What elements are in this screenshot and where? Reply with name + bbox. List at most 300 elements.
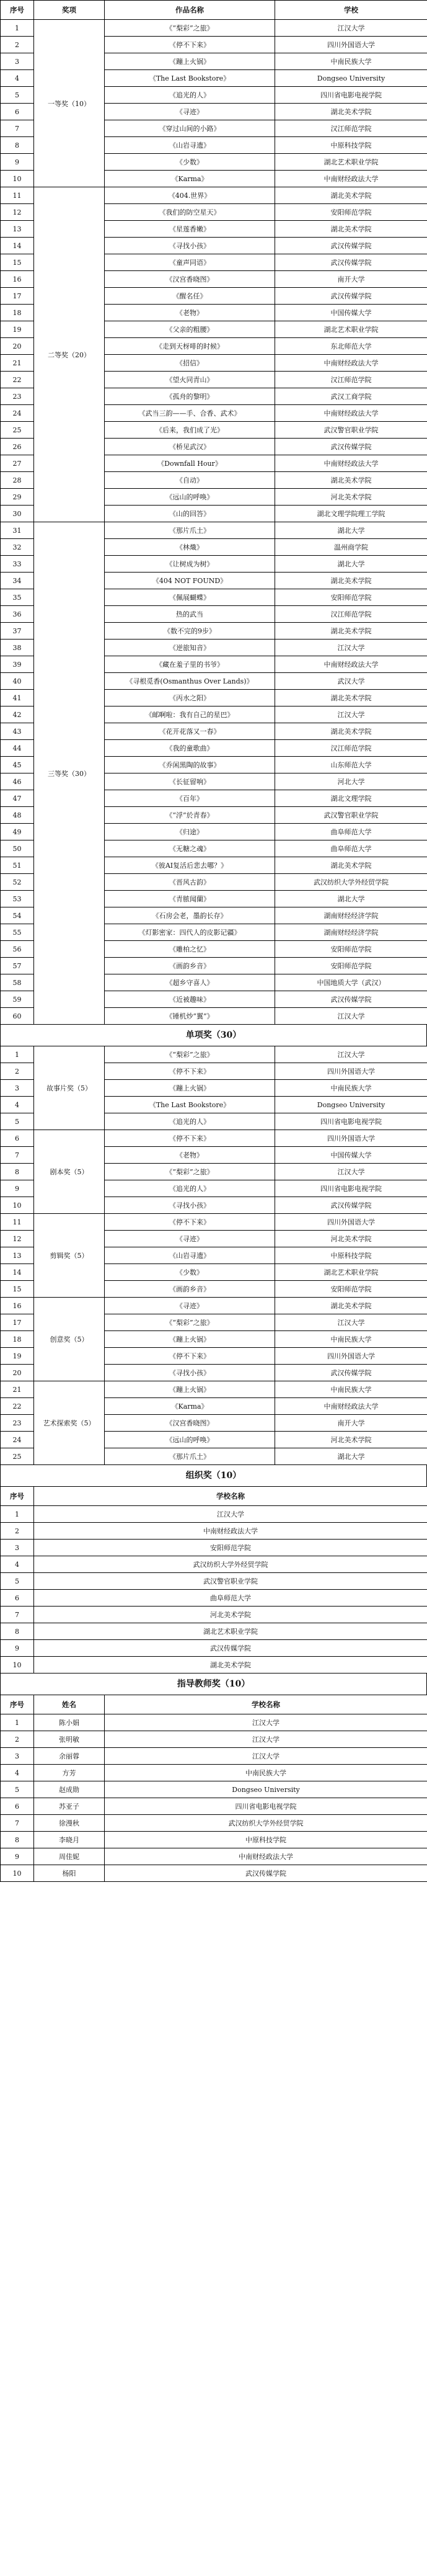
school-name: 中南民族大学: [275, 1331, 427, 1348]
work-title: 《我们的防空星天》: [105, 204, 275, 221]
school-name: 汉江师范学院: [275, 606, 427, 623]
school-name: 中南财经政法大学: [275, 656, 427, 673]
row-number: 27: [1, 455, 34, 472]
org-header-row: [1, 1487, 427, 1506]
work-title: 《Downfall Hour》: [105, 455, 275, 472]
school-name: 曲阜师范大学: [275, 824, 427, 840]
work-title: 《招信》: [105, 355, 275, 372]
header-award: 奖项: [34, 1, 105, 20]
row-number: 25: [1, 422, 34, 439]
row-number: 5: [1, 87, 34, 104]
row-number: 8: [1, 1832, 34, 1848]
row-number: 1: [1, 1506, 34, 1523]
work-title: 《停不下来》: [105, 1063, 275, 1080]
row-number: 5: [1, 1113, 34, 1130]
teacher-header-row: [1, 1695, 427, 1714]
award-category: 剪辑奖（5）: [34, 1214, 105, 1298]
work-title: 《无糖之魂》: [105, 840, 275, 857]
row-number: 55: [1, 924, 34, 941]
school-name: 湖北美术学院: [275, 623, 427, 640]
work-title: 《寻迹》: [105, 104, 275, 120]
school-name: 四川省电影电视学院: [275, 87, 427, 104]
row-number: 23: [1, 388, 34, 405]
school-name: 中南财经政法大学: [275, 405, 427, 422]
row-number: 15: [1, 254, 34, 271]
school-name: 河北大学: [275, 773, 427, 790]
school-name: 湖北美术学院: [275, 1298, 427, 1314]
table-row: [1, 20, 427, 37]
work-title: 《寻迹》: [105, 1231, 275, 1247]
school-name: 河北美术学院: [34, 1607, 427, 1623]
row-number: 13: [1, 1247, 34, 1264]
work-title: 《远山的呼唤》: [105, 489, 275, 506]
school-name: 湖北艺术职业学院: [275, 321, 427, 338]
school-name: 中南民族大学: [275, 1381, 427, 1398]
school-name: 武汉纺织大学外经贸学院: [105, 1815, 427, 1832]
single-awards-body: [1, 1046, 427, 1465]
row-number: 4: [1, 1097, 34, 1113]
row-number: 20: [1, 338, 34, 355]
row-number: 19: [1, 1348, 34, 1365]
work-title: 《少数》: [105, 1264, 275, 1281]
award-category: 二等奖（20）: [34, 187, 105, 522]
row-number: 8: [1, 137, 34, 154]
school-name: 湖北艺术职业学院: [275, 1264, 427, 1281]
row-number: 21: [1, 1381, 34, 1398]
school-name: 湖北美术学院: [275, 221, 427, 238]
row-number: 1: [1, 1046, 34, 1063]
school-name: 武汉传媒学院: [275, 288, 427, 305]
table-row: [1, 1815, 427, 1832]
row-number: 24: [1, 405, 34, 422]
row-number: 16: [1, 1298, 34, 1314]
school-name: 曲阜师范大学: [34, 1590, 427, 1607]
school-name: 河北美术学院: [275, 1432, 427, 1448]
work-title: 《“梨彩”之旅》: [105, 1164, 275, 1180]
work-title: 《“梨彩”之旅》: [105, 1314, 275, 1331]
row-number: 3: [1, 1540, 34, 1556]
row-number: 54: [1, 907, 34, 924]
table-row: [1, 1714, 427, 1731]
school-name: 湖北美术学院: [275, 472, 427, 489]
school-name: 湖北美术学院: [275, 690, 427, 706]
row-number: 60: [1, 1008, 34, 1025]
table-row: [1, 1798, 427, 1815]
school-name: 江汉大学: [275, 20, 427, 37]
school-name: 南开大学: [275, 1415, 427, 1432]
work-title: 《404 NOT FOUND》: [105, 573, 275, 589]
school-name: Dongseo University: [275, 70, 427, 87]
main-awards-table: [0, 0, 427, 1025]
row-number: 7: [1, 1147, 34, 1164]
award-category: 故事片奖（5）: [34, 1046, 105, 1130]
row-number: 9: [1, 1640, 34, 1657]
row-number: 9: [1, 1848, 34, 1865]
work-title: 《星莲香嫩》: [105, 221, 275, 238]
school-name: 湖北美术学院: [275, 187, 427, 204]
work-title: 《追光的人》: [105, 1113, 275, 1130]
table-row: [1, 1640, 427, 1657]
row-number: 22: [1, 1398, 34, 1415]
work-title: 《画韵乡音》: [105, 958, 275, 974]
org-header-seq: 序号: [1, 1487, 34, 1506]
row-number: 11: [1, 187, 34, 204]
work-title: 《藏在羞子里的书爷》: [105, 656, 275, 673]
work-title: 《“梨彩”之旅》: [105, 20, 275, 37]
work-title: 《自动》: [105, 472, 275, 489]
school-name: 武汉警官职业学院: [34, 1573, 427, 1590]
row-number: 59: [1, 991, 34, 1008]
table-row: [1, 1623, 427, 1640]
school-name: 中南民族大学: [105, 1765, 427, 1781]
row-number: 56: [1, 941, 34, 958]
school-name: 湖南财经经济学院: [275, 924, 427, 941]
teacher-name: 周佳妮: [34, 1848, 105, 1865]
row-number: 7: [1, 1607, 34, 1623]
row-number: 39: [1, 656, 34, 673]
school-name: 武汉警官职业学院: [275, 422, 427, 439]
school-name: 武汉传媒学院: [275, 991, 427, 1008]
row-number: 50: [1, 840, 34, 857]
work-title: 《数不完的9步》: [105, 623, 275, 640]
row-number: 3: [1, 1748, 34, 1765]
work-title: 《长征留响》: [105, 773, 275, 790]
work-title: 《老物》: [105, 1147, 275, 1164]
row-number: 46: [1, 773, 34, 790]
work-title: 《汉宫香晓图》: [105, 271, 275, 288]
organization-awards-table: [0, 1486, 427, 1674]
teacher-name: 余丽蓉: [34, 1748, 105, 1765]
school-name: 中国传媒大学: [275, 1147, 427, 1164]
table-row: [1, 1540, 427, 1556]
work-title: 《花开花落又一春》: [105, 723, 275, 740]
school-name: 中国地质大学（武汉）: [275, 974, 427, 991]
row-number: 6: [1, 104, 34, 120]
school-name: 湖北美术学院: [275, 573, 427, 589]
work-title: 《寻找小孩》: [105, 1365, 275, 1381]
table-row: [1, 1130, 427, 1147]
work-title: 《老物》: [105, 305, 275, 321]
school-name: 湖北大学: [275, 556, 427, 573]
work-title: 《超乡守喜人》: [105, 974, 275, 991]
row-number: 14: [1, 238, 34, 254]
work-title: 《彼AI复活后悲去哪？》: [105, 857, 275, 874]
table-row: [1, 1607, 427, 1623]
table-row: [1, 1573, 427, 1590]
row-number: 28: [1, 472, 34, 489]
row-number: 18: [1, 305, 34, 321]
teacher-awards-table: [0, 1695, 427, 1882]
work-title: 《The Last Bookstore》: [105, 70, 275, 87]
work-title: 《锤机炒“翼”》: [105, 1008, 275, 1025]
school-name: 中原科技学院: [275, 137, 427, 154]
row-number: 19: [1, 321, 34, 338]
row-number: 30: [1, 506, 34, 522]
teacher-name: 方芳: [34, 1765, 105, 1781]
award-category: 剧本奖（5）: [34, 1130, 105, 1214]
school-name: 湖北美术学院: [275, 857, 427, 874]
work-title: 《少数》: [105, 154, 275, 171]
school-name: 湖南财经经济学院: [275, 907, 427, 924]
table-row: [1, 1590, 427, 1607]
table-row: [1, 1298, 427, 1314]
school-name: 江汉大学: [275, 1164, 427, 1180]
table-row: [1, 1781, 427, 1798]
header-school: 学校: [275, 1, 427, 20]
school-name: 中南财经政法大学: [34, 1523, 427, 1540]
award-category: 创意奖（5）: [34, 1298, 105, 1381]
table-row: [1, 1214, 427, 1231]
row-number: 3: [1, 1080, 34, 1097]
row-number: 9: [1, 1180, 34, 1197]
work-title: 《停不下来》: [105, 1348, 275, 1365]
school-name: 江汉大学: [275, 640, 427, 656]
row-number: 6: [1, 1590, 34, 1607]
organization-awards-body: [1, 1506, 427, 1674]
row-number: 11: [1, 1214, 34, 1231]
school-name: 武汉纺织大学外经贸学院: [275, 874, 427, 891]
school-name: 四川外国语大学: [275, 1063, 427, 1080]
work-title: 《寻找小孩》: [105, 238, 275, 254]
school-name: 武汉大学: [275, 673, 427, 690]
row-number: 10: [1, 1197, 34, 1214]
award-category: 一等奖（10）: [34, 20, 105, 187]
row-number: 6: [1, 1130, 34, 1147]
row-number: 26: [1, 439, 34, 455]
work-title: 《醒名任》: [105, 288, 275, 305]
work-title: 《石房会老，墨韵长存》: [105, 907, 275, 924]
school-name: 四川省电影电视学院: [105, 1798, 427, 1815]
teacher-header-school: 学校名称: [105, 1695, 427, 1714]
row-number: 4: [1, 70, 34, 87]
single-awards-table: [0, 1046, 427, 1465]
school-name: 河北美术学院: [275, 1231, 427, 1247]
work-title: 《那片爪土》: [105, 1448, 275, 1465]
row-number: 36: [1, 606, 34, 623]
work-title: 《追光的人》: [105, 87, 275, 104]
school-name: 四川省电影电视学院: [275, 1113, 427, 1130]
award-category: 三等奖（30）: [34, 522, 105, 1025]
school-name: 曲阜师范大学: [275, 840, 427, 857]
row-number: 58: [1, 974, 34, 991]
school-name: 温州商学院: [275, 539, 427, 556]
table-row: [1, 1832, 427, 1848]
row-number: 10: [1, 1865, 34, 1882]
org-header-school: 学校名称: [34, 1487, 427, 1506]
row-number: 47: [1, 790, 34, 807]
school-name: 中原科技学院: [275, 1247, 427, 1264]
school-name: 汉江师范学院: [275, 120, 427, 137]
row-number: 7: [1, 1815, 34, 1832]
school-name: 湖北艺术职业学院: [275, 154, 427, 171]
school-name: 武汉纺织大学外经贸学院: [34, 1556, 427, 1573]
school-name: 湖北文理学院: [275, 790, 427, 807]
school-name: 四川外国语大学: [275, 1348, 427, 1365]
row-number: 14: [1, 1264, 34, 1281]
work-title: 《桥见武汉》: [105, 439, 275, 455]
work-title: 《孤舟的黎明》: [105, 388, 275, 405]
row-number: 1: [1, 20, 34, 37]
school-name: 南开大学: [275, 271, 427, 288]
school-name: 湖北艺术职业学院: [34, 1623, 427, 1640]
school-name: 武汉传媒学院: [275, 1365, 427, 1381]
row-number: 17: [1, 1314, 34, 1331]
teacher-name: 张明敏: [34, 1731, 105, 1748]
work-title: 《后来，我们成了光》: [105, 422, 275, 439]
work-title: 《童声同语》: [105, 254, 275, 271]
work-title: 《蹦上火锅》: [105, 1331, 275, 1348]
school-name: 武汉传媒学院: [275, 254, 427, 271]
school-name: Dongseo University: [105, 1781, 427, 1798]
teacher-name: 苏亚子: [34, 1798, 105, 1815]
row-number: 25: [1, 1448, 34, 1465]
work-title: 《停不下来》: [105, 1130, 275, 1147]
table-row: [1, 1556, 427, 1573]
school-name: 安阳师范学院: [275, 589, 427, 606]
work-title: 《停不下来》: [105, 37, 275, 53]
work-title: 《晋风古韵》: [105, 874, 275, 891]
row-number: 8: [1, 1164, 34, 1180]
table-row: [1, 187, 427, 204]
work-title: 热的武当: [105, 606, 275, 623]
work-title: 《丙水之阳》: [105, 690, 275, 706]
work-title: 《走到天枒啡的时候》: [105, 338, 275, 355]
row-number: 1: [1, 1714, 34, 1731]
table-row: [1, 1657, 427, 1674]
row-number: 44: [1, 740, 34, 757]
main-table-body: [1, 20, 427, 1025]
row-number: 38: [1, 640, 34, 656]
school-name: 湖北美术学院: [34, 1657, 427, 1674]
work-title: 《林熾》: [105, 539, 275, 556]
table-row: [1, 1381, 427, 1398]
row-number: 16: [1, 271, 34, 288]
school-name: 江汉大学: [34, 1506, 427, 1523]
school-name: 安阳师范学院: [275, 958, 427, 974]
work-title: 《404.世界》: [105, 187, 275, 204]
row-number: 33: [1, 556, 34, 573]
row-number: 20: [1, 1365, 34, 1381]
row-number: 35: [1, 589, 34, 606]
row-number: 49: [1, 824, 34, 840]
work-title: 《近被趣味》: [105, 991, 275, 1008]
work-title: 《寻找小孩》: [105, 1197, 275, 1214]
teacher-awards-title: 指导教师奖（10）: [0, 1674, 427, 1695]
row-number: 2: [1, 37, 34, 53]
row-number: 48: [1, 807, 34, 824]
work-title: 《停不下来》: [105, 1214, 275, 1231]
work-title: 《青脓闻蘭》: [105, 891, 275, 907]
row-number: 40: [1, 673, 34, 690]
row-number: 8: [1, 1623, 34, 1640]
single-awards-title: 单项奖（30）: [0, 1025, 427, 1046]
school-name: 四川外国语大学: [275, 1130, 427, 1147]
row-number: 42: [1, 706, 34, 723]
school-name: 中国传媒大学: [275, 305, 427, 321]
row-number: 32: [1, 539, 34, 556]
work-title: 《父亲的粗腰》: [105, 321, 275, 338]
school-name: 中南财经政法大学: [275, 171, 427, 187]
teacher-header-seq: 序号: [1, 1695, 34, 1714]
work-title: 《The Last Bookstore》: [105, 1097, 275, 1113]
row-number: 2: [1, 1523, 34, 1540]
work-title: 《那片爪土》: [105, 522, 275, 539]
work-title: 《灯影密家：四代人的皮影记疆》: [105, 924, 275, 941]
school-name: 中原科技学院: [105, 1832, 427, 1848]
table-row: [1, 1046, 427, 1063]
row-number: 51: [1, 857, 34, 874]
row-number: 57: [1, 958, 34, 974]
school-name: 武汉传媒学院: [275, 238, 427, 254]
work-title: 《山岩寻遗》: [105, 1247, 275, 1264]
row-number: 2: [1, 1731, 34, 1748]
row-number: 29: [1, 489, 34, 506]
work-title: 《山岩寻遗》: [105, 137, 275, 154]
table-row: [1, 1865, 427, 1882]
row-number: 10: [1, 1657, 34, 1674]
row-number: 5: [1, 1573, 34, 1590]
row-number: 17: [1, 288, 34, 305]
row-number: 22: [1, 372, 34, 388]
school-name: 武汉传媒学院: [105, 1865, 427, 1882]
school-name: 湖北大学: [275, 1448, 427, 1465]
school-name: 江汉大学: [105, 1714, 427, 1731]
row-number: 6: [1, 1798, 34, 1815]
school-name: 安阳师范学院: [34, 1540, 427, 1556]
school-name: 安阳师范学院: [275, 204, 427, 221]
teacher-name: 李晓月: [34, 1832, 105, 1848]
school-name: 中南财经政法大学: [275, 455, 427, 472]
work-title: 《百年》: [105, 790, 275, 807]
row-number: 24: [1, 1432, 34, 1448]
row-number: 12: [1, 1231, 34, 1247]
work-title: 《“梨彩”之旅》: [105, 1046, 275, 1063]
row-number: 34: [1, 573, 34, 589]
school-name: 江汉大学: [105, 1748, 427, 1765]
school-name: 湖北文理学院理工学院: [275, 506, 427, 522]
work-title: 《“浮”於青春》: [105, 807, 275, 824]
school-name: 四川省电影电视学院: [275, 1180, 427, 1197]
row-number: 43: [1, 723, 34, 740]
header-seq: 序号: [1, 1, 34, 20]
table-row: [1, 1765, 427, 1781]
teacher-name: 徐漫秋: [34, 1815, 105, 1832]
work-title: 《穿过山间的小路》: [105, 120, 275, 137]
school-name: Dongseo University: [275, 1097, 427, 1113]
row-number: 21: [1, 355, 34, 372]
row-number: 15: [1, 1281, 34, 1298]
work-title: 《寻迹》: [105, 1298, 275, 1314]
work-title: 《邮啊啦：我有自己的星巴》: [105, 706, 275, 723]
row-number: 9: [1, 154, 34, 171]
school-name: 江汉大学: [105, 1731, 427, 1748]
row-number: 23: [1, 1415, 34, 1432]
table-row: [1, 1506, 427, 1523]
row-number: 13: [1, 221, 34, 238]
row-number: 31: [1, 522, 34, 539]
teacher-name: 赵成勋: [34, 1781, 105, 1798]
row-number: 4: [1, 1765, 34, 1781]
row-number: 10: [1, 171, 34, 187]
school-name: 河北美术学院: [275, 489, 427, 506]
school-name: 中南民族大学: [275, 1080, 427, 1097]
school-name: 中南民族大学: [275, 53, 427, 70]
work-title: 《乔闲黑陶的故事》: [105, 757, 275, 773]
row-number: 45: [1, 757, 34, 773]
teacher-name: 杨阳: [34, 1865, 105, 1882]
row-number: 3: [1, 53, 34, 70]
table-row: [1, 522, 427, 539]
